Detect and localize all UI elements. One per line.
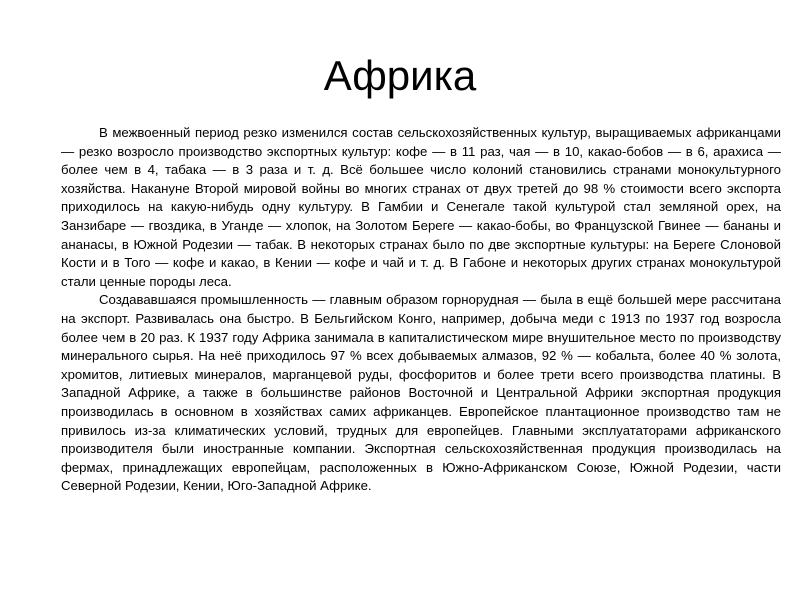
paragraph-industry: Создававшаяся промышленность — главным образом горнорудная — была в ещё большей мере рассчитана на экспорт. Развивалась она быстро. В Бельгийском Конго, например, добыча меди с 1913 по 1937 год возросла более чем в 20 раз. К 1937 году Африка занимала в капиталистическом мире внушительное место по производству минерального сырья. На неё приходилось 97 % всех добываемых алмазов, 92 % — кобальта, более 40 % золота, хромитов, литиевых минералов, марганцевой руды, фосфоритов и более трети всего производства платины. В Западной Африке, а также в большинстве районов Восточной и Центральной Африки экспортная продукция производилась в основном в хозяйствах самих африканцев. Европейское плантационное производство там не привилось из-за климатических условий, трудных для европейцев. Главными эксплуататорами африканского производителя были иностранные компании. Экспортная сельскохозяйственная продукция производилась на фермах, принадлежащих европейцам, расположенных в Южно-Африканском Союзе, Южной Родезии, части Северной Родезии, Кении, Юго-Западной Африке. — [61, 292, 781, 494]
slide-body — [61, 124, 781, 496]
paragraph-agriculture: В межвоенный период резко изменился состав сельскохозяйственных культур, выращиваемых африканцами — резко возросло производство экспортных культур: кофе — в 11 раз, чая — в 10, какао-бобов — в 6, арахиса — более чем в 4, табака — в 3 раза и т. д. Всё большее число колоний становились странами монокультурного хозяйства. Накануне Второй мировой войны во многих странах от двух третей до 98 % стоимости всего экспорта приходилось на какую-нибудь одну культуру. В Гамбии и Сенегале такой культурой стал земляной орех, на Занзибаре — гвоздика, в Уганде — хлопок, на Золотом Береге — какао-бобы, во Французской Гвинее — бананы и ананасы, в Южной Родезии — табак. В некоторых странах было по две экспортные культуры: на Береге Слоновой Кости и в Того — кофе и какао, в Кении — кофе и чай и т. д. В Габоне и некоторых других странах монокультурой стали ценные породы леса. — [61, 125, 781, 289]
slide-title: Африка — [323, 52, 477, 99]
